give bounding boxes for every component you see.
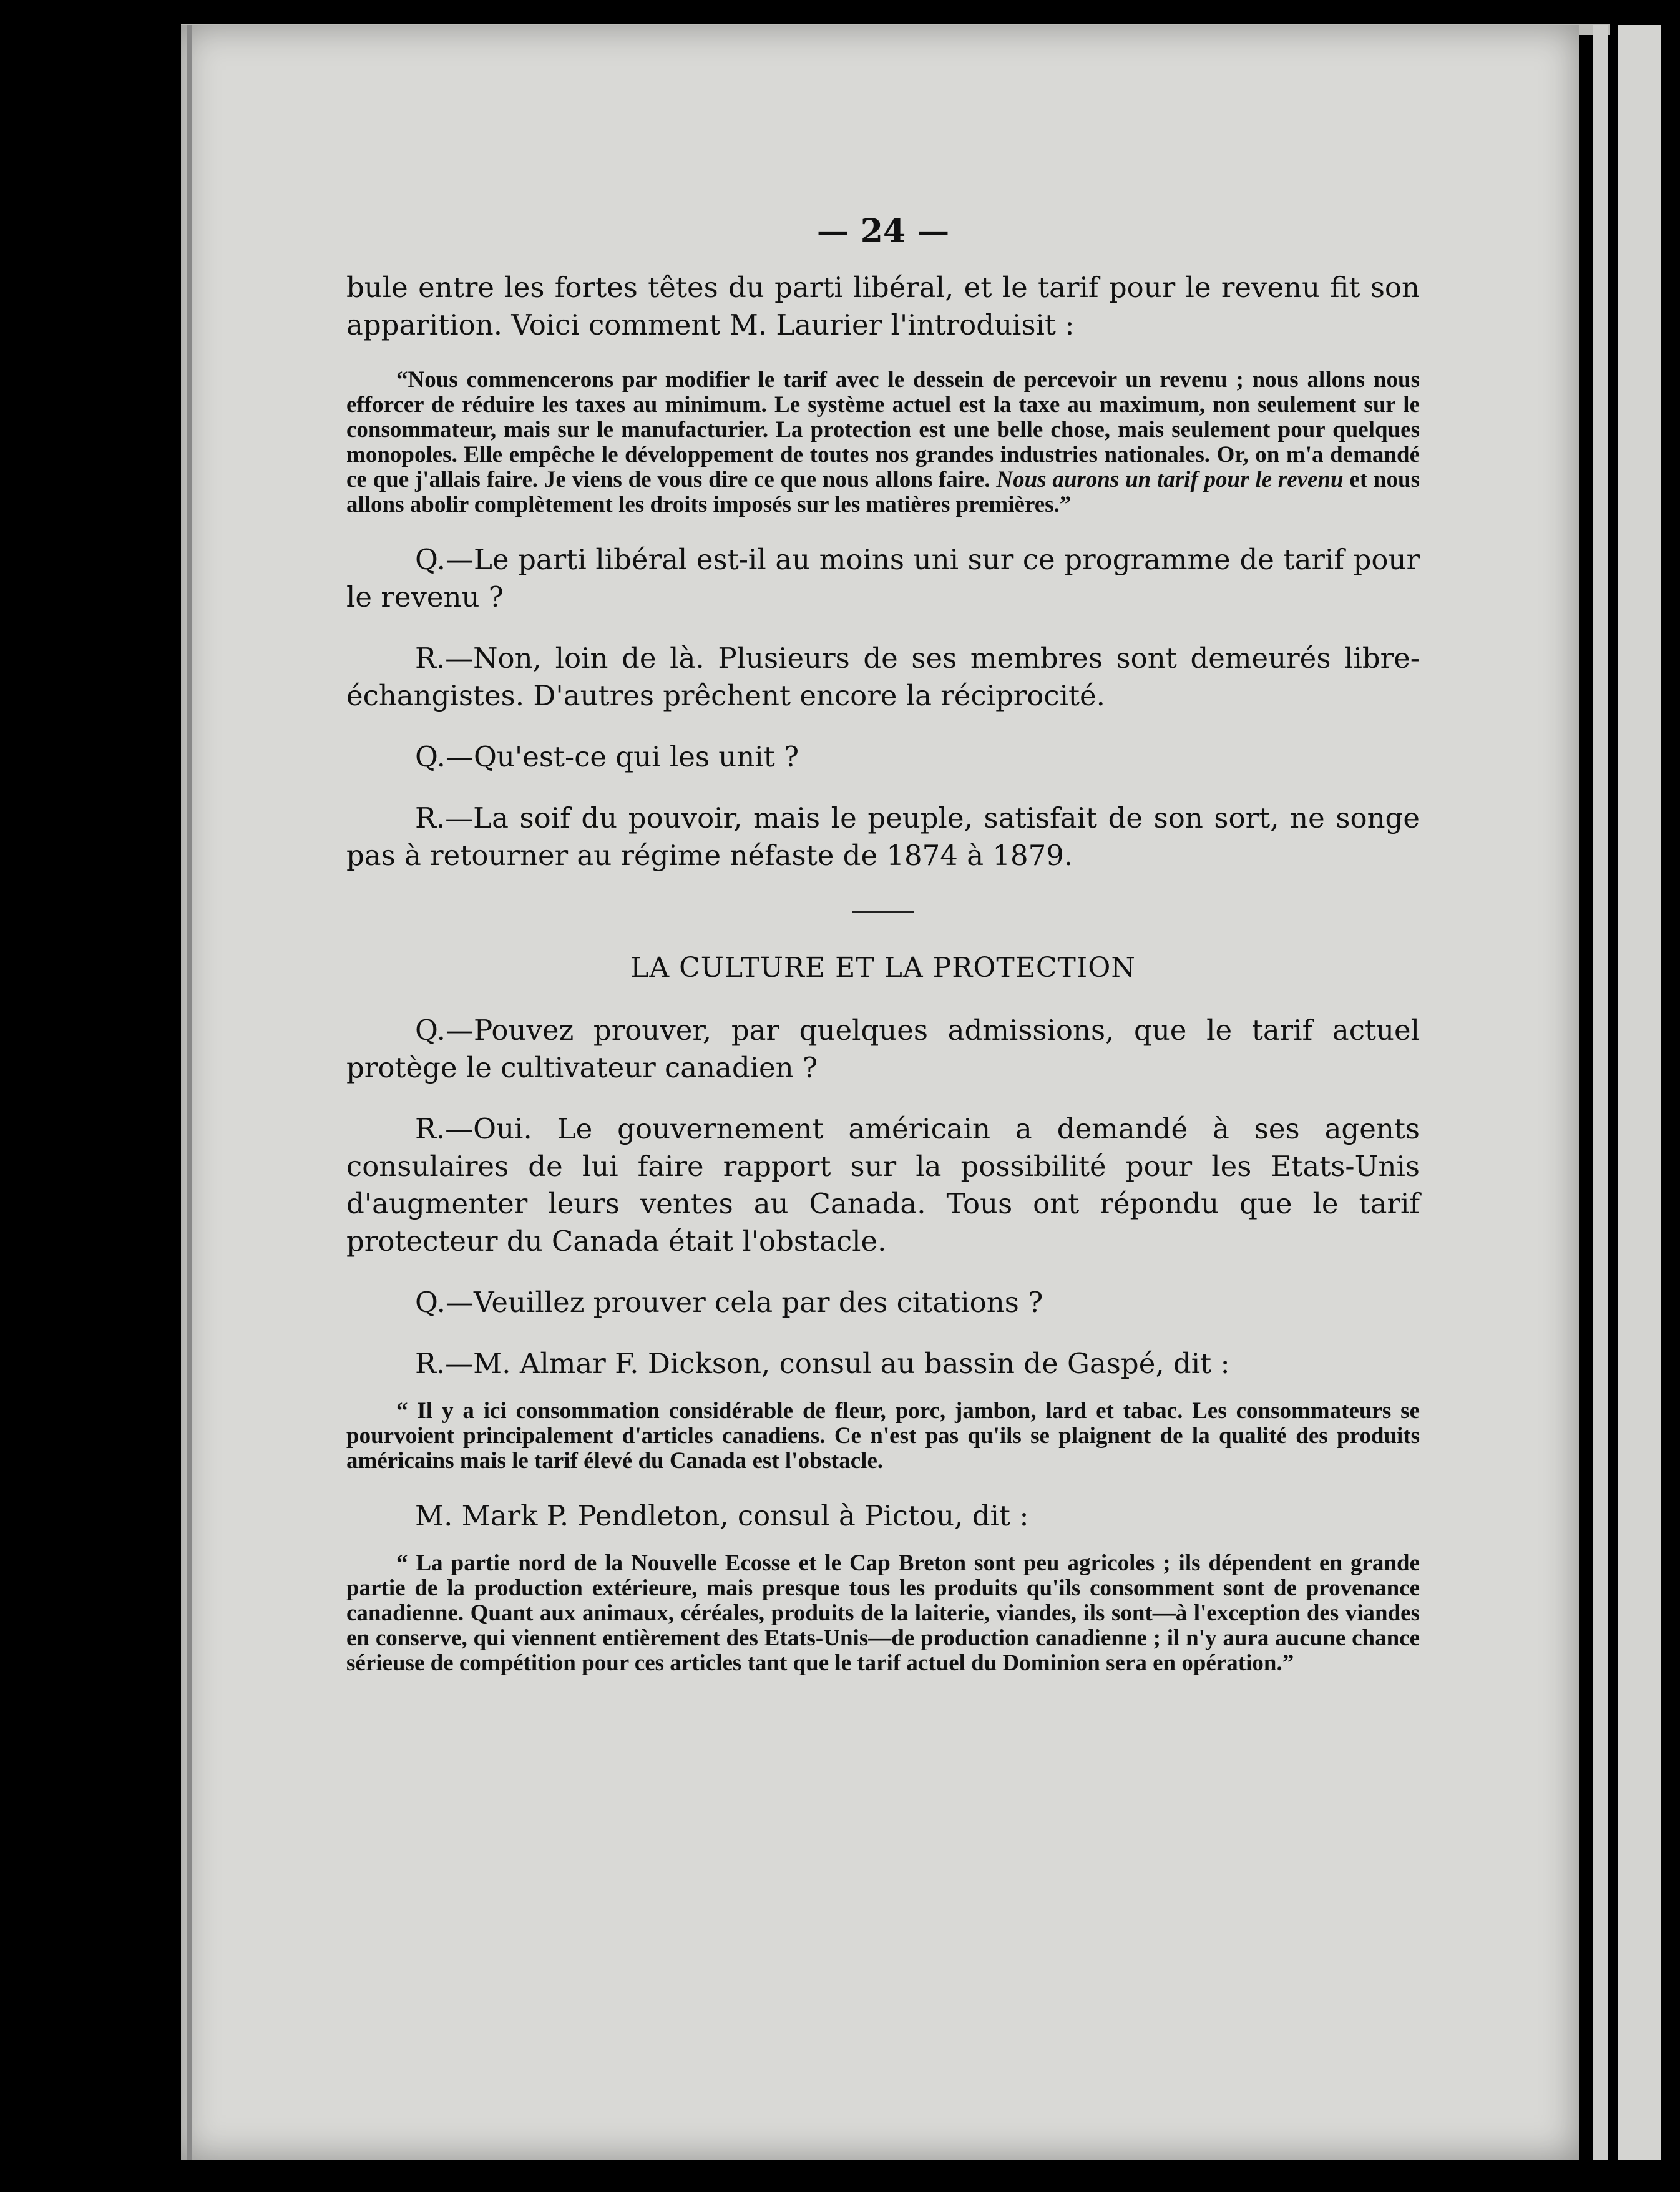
page-number: — 24 — <box>816 212 950 250</box>
quote-text-end: et nous allons abolir complètement les droits imposés sur les matières premières.” <box>346 467 1420 517</box>
question-paragraph: Q.—Qu'est-ce qui les unit ? <box>415 740 799 773</box>
page-right-edge <box>1593 25 1608 2160</box>
intro-paragraph: bule entre les fortes têtes du parti libéral, et le tarif pour le revenu fit son apparition. Voici comment M. Laurier l'introduisit : <box>346 271 1420 341</box>
quote-italic-text: Nous aurons un tarif pour le revenu <box>996 467 1344 492</box>
answer-paragraph: R.—Oui. Le gouvernement américain a demandé à ses agents consulaires de lui faire rapport sur la possibilité pour les Etats-Unis d'augmenter leurs ventes au Canada. Tous ont répondu que le tarif protecteur du Canada était l'obstacle. <box>346 1112 1420 1258</box>
pendleton-intro: M. Mark P. Pendleton, consul à Pictou, dit : <box>415 1499 1029 1532</box>
answer-paragraph: R.—La soif du pouvoir, mais le peuple, satisfait de son sort, ne songe pas à retourner au régime néfaste de 1874 à 1879. <box>346 801 1420 872</box>
answer-paragraph: R.—M. Almar F. Dickson, consul au bassin de Gaspé, dit : <box>415 1347 1230 1380</box>
answer-paragraph: R.—Non, loin de là. Plusieurs de ses membres sont demeurés libre-échangistes. D'autres prêchent encore la réciprocité. <box>346 642 1420 712</box>
question-paragraph: Q.—Le parti libéral est-il au moins uni sur ce programme de tarif pour le revenu ? <box>346 543 1420 614</box>
dickson-quote: “ Il y a ici consommation considérable de fleur, porc, jambon, lard et tabac. Les consommateurs se pourvoient principalement d'articles canadiens. Ce n'est pas qu'ils se plaignent de la qualité des produits américains mais le tarif élevé du Canada est l'obstacle. <box>346 1398 1420 1474</box>
section-heading: LA CULTURE ET LA PROTECTION <box>630 952 1136 984</box>
question-paragraph: Q.—Veuillez prouver cela par des citations ? <box>415 1286 1043 1319</box>
next-page-edge <box>1618 25 1661 2160</box>
question-paragraph: Q.—Pouvez prouver, par quelques admissions, que le tarif actuel protège le cultivateur canadien ? <box>346 1014 1420 1084</box>
laurier-quote <box>346 368 1420 517</box>
quote-text: “Nous commencerons par modifier le tarif avec le dessein de percevoir un revenu ; nous allons nous efforcer de réduire les taxes au minimum. Le système actuel est la taxe au maximum, non seulement sur le consommateur, mais sur le manufacturier. La protection est une belle chose, mais seulement pour quelques monopoles. Elle empêche le développement de toutes nos grandes industries nationales. Or, on m'a demandé ce que j'allais faire. Je viens de vous dire ce que nous allons faire. <box>346 367 1420 492</box>
pendleton-quote: “ La partie nord de la Nouvelle Ecosse et le Cap Breton sont peu agricoles ; ils dépendent en grande partie de la production extérieure, mais presque tous les produits qu'ils consomment sont de provenance canadienne. Quant aux animaux, céréales, produits de la laiterie, viandes, ils sont—à l'exception des viandes en conserve, qui viennent entièrement des Etats-Unis—de production canadienne ; il n'y aura aucune chance sérieuse de compétition pour ces articles tant que le tarif actuel du Dominion sera en opération.” <box>346 1550 1420 1676</box>
page-content <box>346 212 1420 1700</box>
page-left-edge <box>187 25 192 2160</box>
section-divider <box>852 911 914 913</box>
